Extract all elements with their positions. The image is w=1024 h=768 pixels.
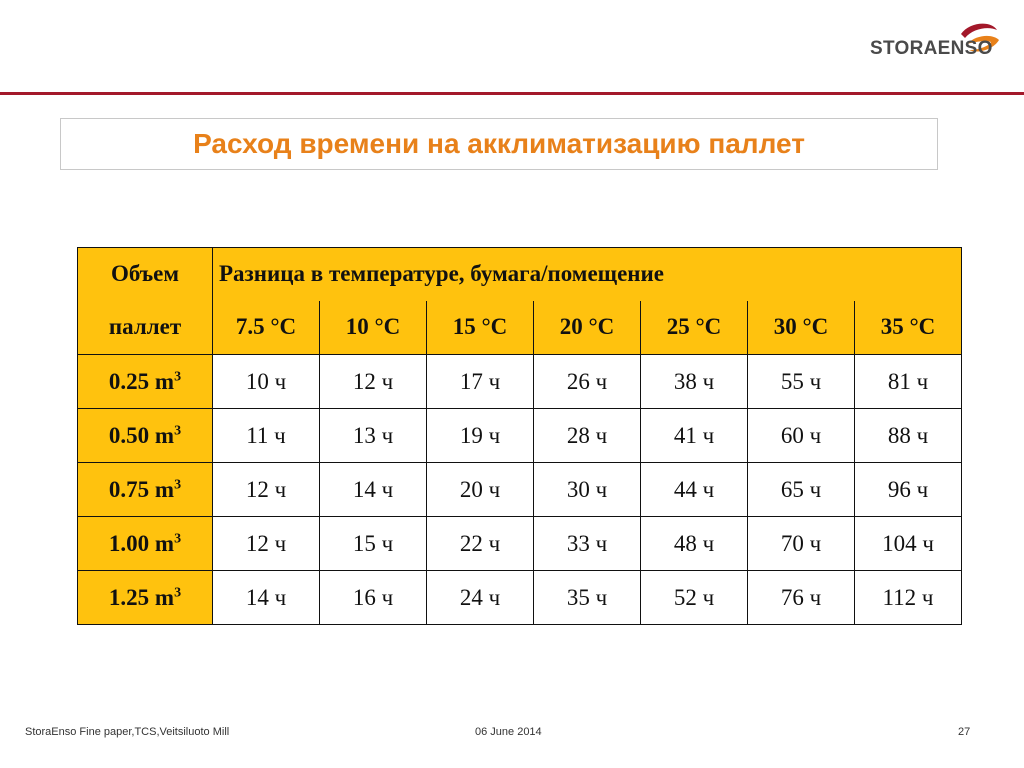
table-row [78, 409, 962, 463]
row-label-sup: 3 [174, 422, 182, 438]
table-cell: 88 ч [855, 409, 962, 463]
table-cell: 28 ч [534, 409, 641, 463]
row-header-top: Объем [78, 248, 213, 301]
table-cell: 96 ч [855, 463, 962, 517]
logo-word-enso: ENSO [937, 38, 993, 59]
row-label-text: 1.25 m [108, 584, 175, 610]
table-cell: 30 ч [534, 463, 641, 517]
row-label-text: 0.25 m [108, 368, 175, 394]
table-cell: 44 ч [641, 463, 748, 517]
table-cell: 60 ч [748, 409, 855, 463]
storaenso-logo-text [870, 38, 993, 60]
page-number: 27 [958, 726, 971, 738]
table-cell: 70 ч [748, 517, 855, 571]
table-cell: 52 ч [641, 571, 748, 625]
table-cell: 22 ч [427, 517, 534, 571]
table-cell: 15 ч [320, 517, 427, 571]
column-header: 7.5 °C [213, 301, 320, 355]
table-row [78, 355, 962, 409]
row-label [78, 355, 213, 409]
table-row [78, 517, 962, 571]
table-cell: 14 ч [213, 571, 320, 625]
table-cell: 48 ч [641, 517, 748, 571]
slide-title: Расход времени на акклиматизацию паллет [193, 128, 805, 159]
table-cell: 35 ч [534, 571, 641, 625]
table-cell: 14 ч [320, 463, 427, 517]
table-cell: 112 ч [855, 571, 962, 625]
row-label-text: 1.00 m [108, 530, 175, 556]
table-cell: 12 ч [320, 355, 427, 409]
table-cell: 24 ч [427, 571, 534, 625]
row-label-text: 0.50 m [108, 422, 175, 448]
table-cell: 20 ч [427, 463, 534, 517]
table-cell: 38 ч [641, 355, 748, 409]
table-cell: 33 ч [534, 517, 641, 571]
table-cell: 13 ч [320, 409, 427, 463]
header-divider [0, 92, 1024, 95]
row-label-sup: 3 [174, 368, 182, 384]
table-cell: 11 ч [213, 409, 320, 463]
row-label-text: 0.75 m [108, 476, 175, 502]
footer-date: 06 June 2014 [475, 726, 542, 738]
column-group-header: Разница в температуре, бумага/помещение [213, 248, 962, 301]
column-header: 10 °C [320, 301, 427, 355]
table-cell: 104 ч [855, 517, 962, 571]
table-cell: 26 ч [534, 355, 641, 409]
table-cell: 16 ч [320, 571, 427, 625]
row-label-sup: 3 [174, 530, 182, 546]
column-header: 15 °C [427, 301, 534, 355]
table-cell: 12 ч [213, 463, 320, 517]
column-header: 30 °C [748, 301, 855, 355]
table-cell: 10 ч [213, 355, 320, 409]
column-header: 20 °C [534, 301, 641, 355]
row-label [78, 571, 213, 625]
row-label-sup: 3 [174, 476, 182, 492]
table-cell: 55 ч [748, 355, 855, 409]
table-row [78, 571, 962, 625]
table-row [78, 463, 962, 517]
row-label [78, 517, 213, 571]
logo-word-stora: STORA [870, 38, 938, 59]
table-cell: 19 ч [427, 409, 534, 463]
row-header-bottom: паллет [78, 301, 213, 355]
table-cell: 12 ч [213, 517, 320, 571]
table-cell: 81 ч [855, 355, 962, 409]
column-header: 25 °C [641, 301, 748, 355]
table-cell: 65 ч [748, 463, 855, 517]
row-label-sup: 3 [174, 584, 182, 600]
row-label [78, 463, 213, 517]
footer-source: StoraEnso Fine paper,TCS,Veitsiluoto Mill [25, 726, 230, 738]
table-cell: 76 ч [748, 571, 855, 625]
acclimatization-table [77, 247, 962, 625]
table-cell: 17 ч [427, 355, 534, 409]
title-box [60, 118, 938, 170]
row-label [78, 409, 213, 463]
table-cell: 41 ч [641, 409, 748, 463]
column-header: 35 °C [855, 301, 962, 355]
